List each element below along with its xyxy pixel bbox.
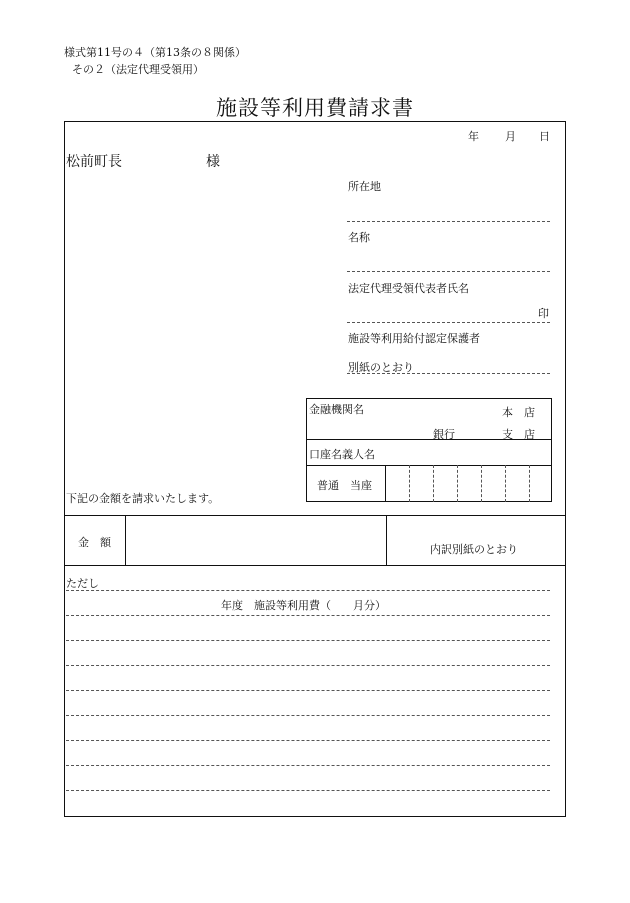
proviso-line[interactable]: [66, 715, 550, 716]
organization-name-line[interactable]: [347, 271, 550, 272]
bank-divider-2: [306, 465, 552, 466]
amount-label: 金 額: [78, 536, 111, 549]
date-day-label: 日: [539, 130, 550, 143]
proviso-line[interactable]: [66, 790, 550, 791]
account-digit-sep: [505, 465, 506, 502]
date-month-label: 月: [505, 130, 516, 143]
proviso-line[interactable]: [66, 590, 550, 591]
bank-branch[interactable]: 支 店: [502, 428, 535, 441]
account-digit-sep: [433, 465, 434, 502]
representative-line[interactable]: [347, 322, 550, 323]
account-digit-sep: [457, 465, 458, 502]
account-number-divider: [385, 465, 386, 502]
page-title: 施設等利用費請求書: [216, 96, 414, 120]
guardian-value: 別紙のとおり: [348, 361, 414, 374]
bank-institution-label: 金融機関名: [309, 403, 364, 416]
proviso-label: ただし: [66, 577, 99, 590]
representative-label: 法定代理受領代表者氏名: [348, 282, 469, 295]
proviso-line[interactable]: [66, 640, 550, 641]
account-type-options[interactable]: 普通 当座: [317, 479, 372, 492]
amount-row-top: [64, 515, 566, 516]
proviso-line[interactable]: [66, 615, 550, 616]
account-digit-sep: [529, 465, 530, 502]
amount-row-bottom: [64, 565, 566, 566]
guardian-line[interactable]: [347, 373, 550, 374]
address-line[interactable]: [347, 221, 550, 222]
guardian-label: 施設等利用給付認定保護者: [348, 332, 480, 345]
form-number: 様式第11号の４（第13条の８関係）: [64, 46, 246, 59]
account-digit-sep: [409, 465, 410, 502]
form-subtitle: その２（法定代理受領用）: [72, 63, 204, 76]
amount-note: 内訳別紙のとおり: [430, 543, 518, 556]
request-text: 下記の金額を請求いたします。: [66, 492, 220, 505]
bank-head-office[interactable]: 本 店: [502, 406, 535, 419]
organization-name-label: 名称: [348, 231, 370, 244]
proviso-text: 年度 施設等利用費（ 月分）: [221, 599, 386, 612]
proviso-line[interactable]: [66, 740, 550, 741]
amount-note-divider: [386, 515, 387, 565]
seal-mark: 印: [538, 307, 549, 320]
amount-label-divider: [125, 515, 126, 565]
bank-suffix: 銀行: [433, 428, 455, 441]
account-holder-label: 口座名義人名: [309, 448, 375, 461]
account-digit-sep: [481, 465, 482, 502]
proviso-line[interactable]: [66, 665, 550, 666]
date-year-label: 年: [468, 130, 479, 143]
addressee-name: 松前町長: [66, 154, 122, 170]
addressee-honorific: 様: [206, 154, 220, 170]
proviso-line[interactable]: [66, 765, 550, 766]
proviso-line[interactable]: [66, 690, 550, 691]
address-label: 所在地: [348, 180, 381, 193]
amount-input[interactable]: [127, 517, 384, 563]
bank-divider-1: [306, 439, 552, 440]
